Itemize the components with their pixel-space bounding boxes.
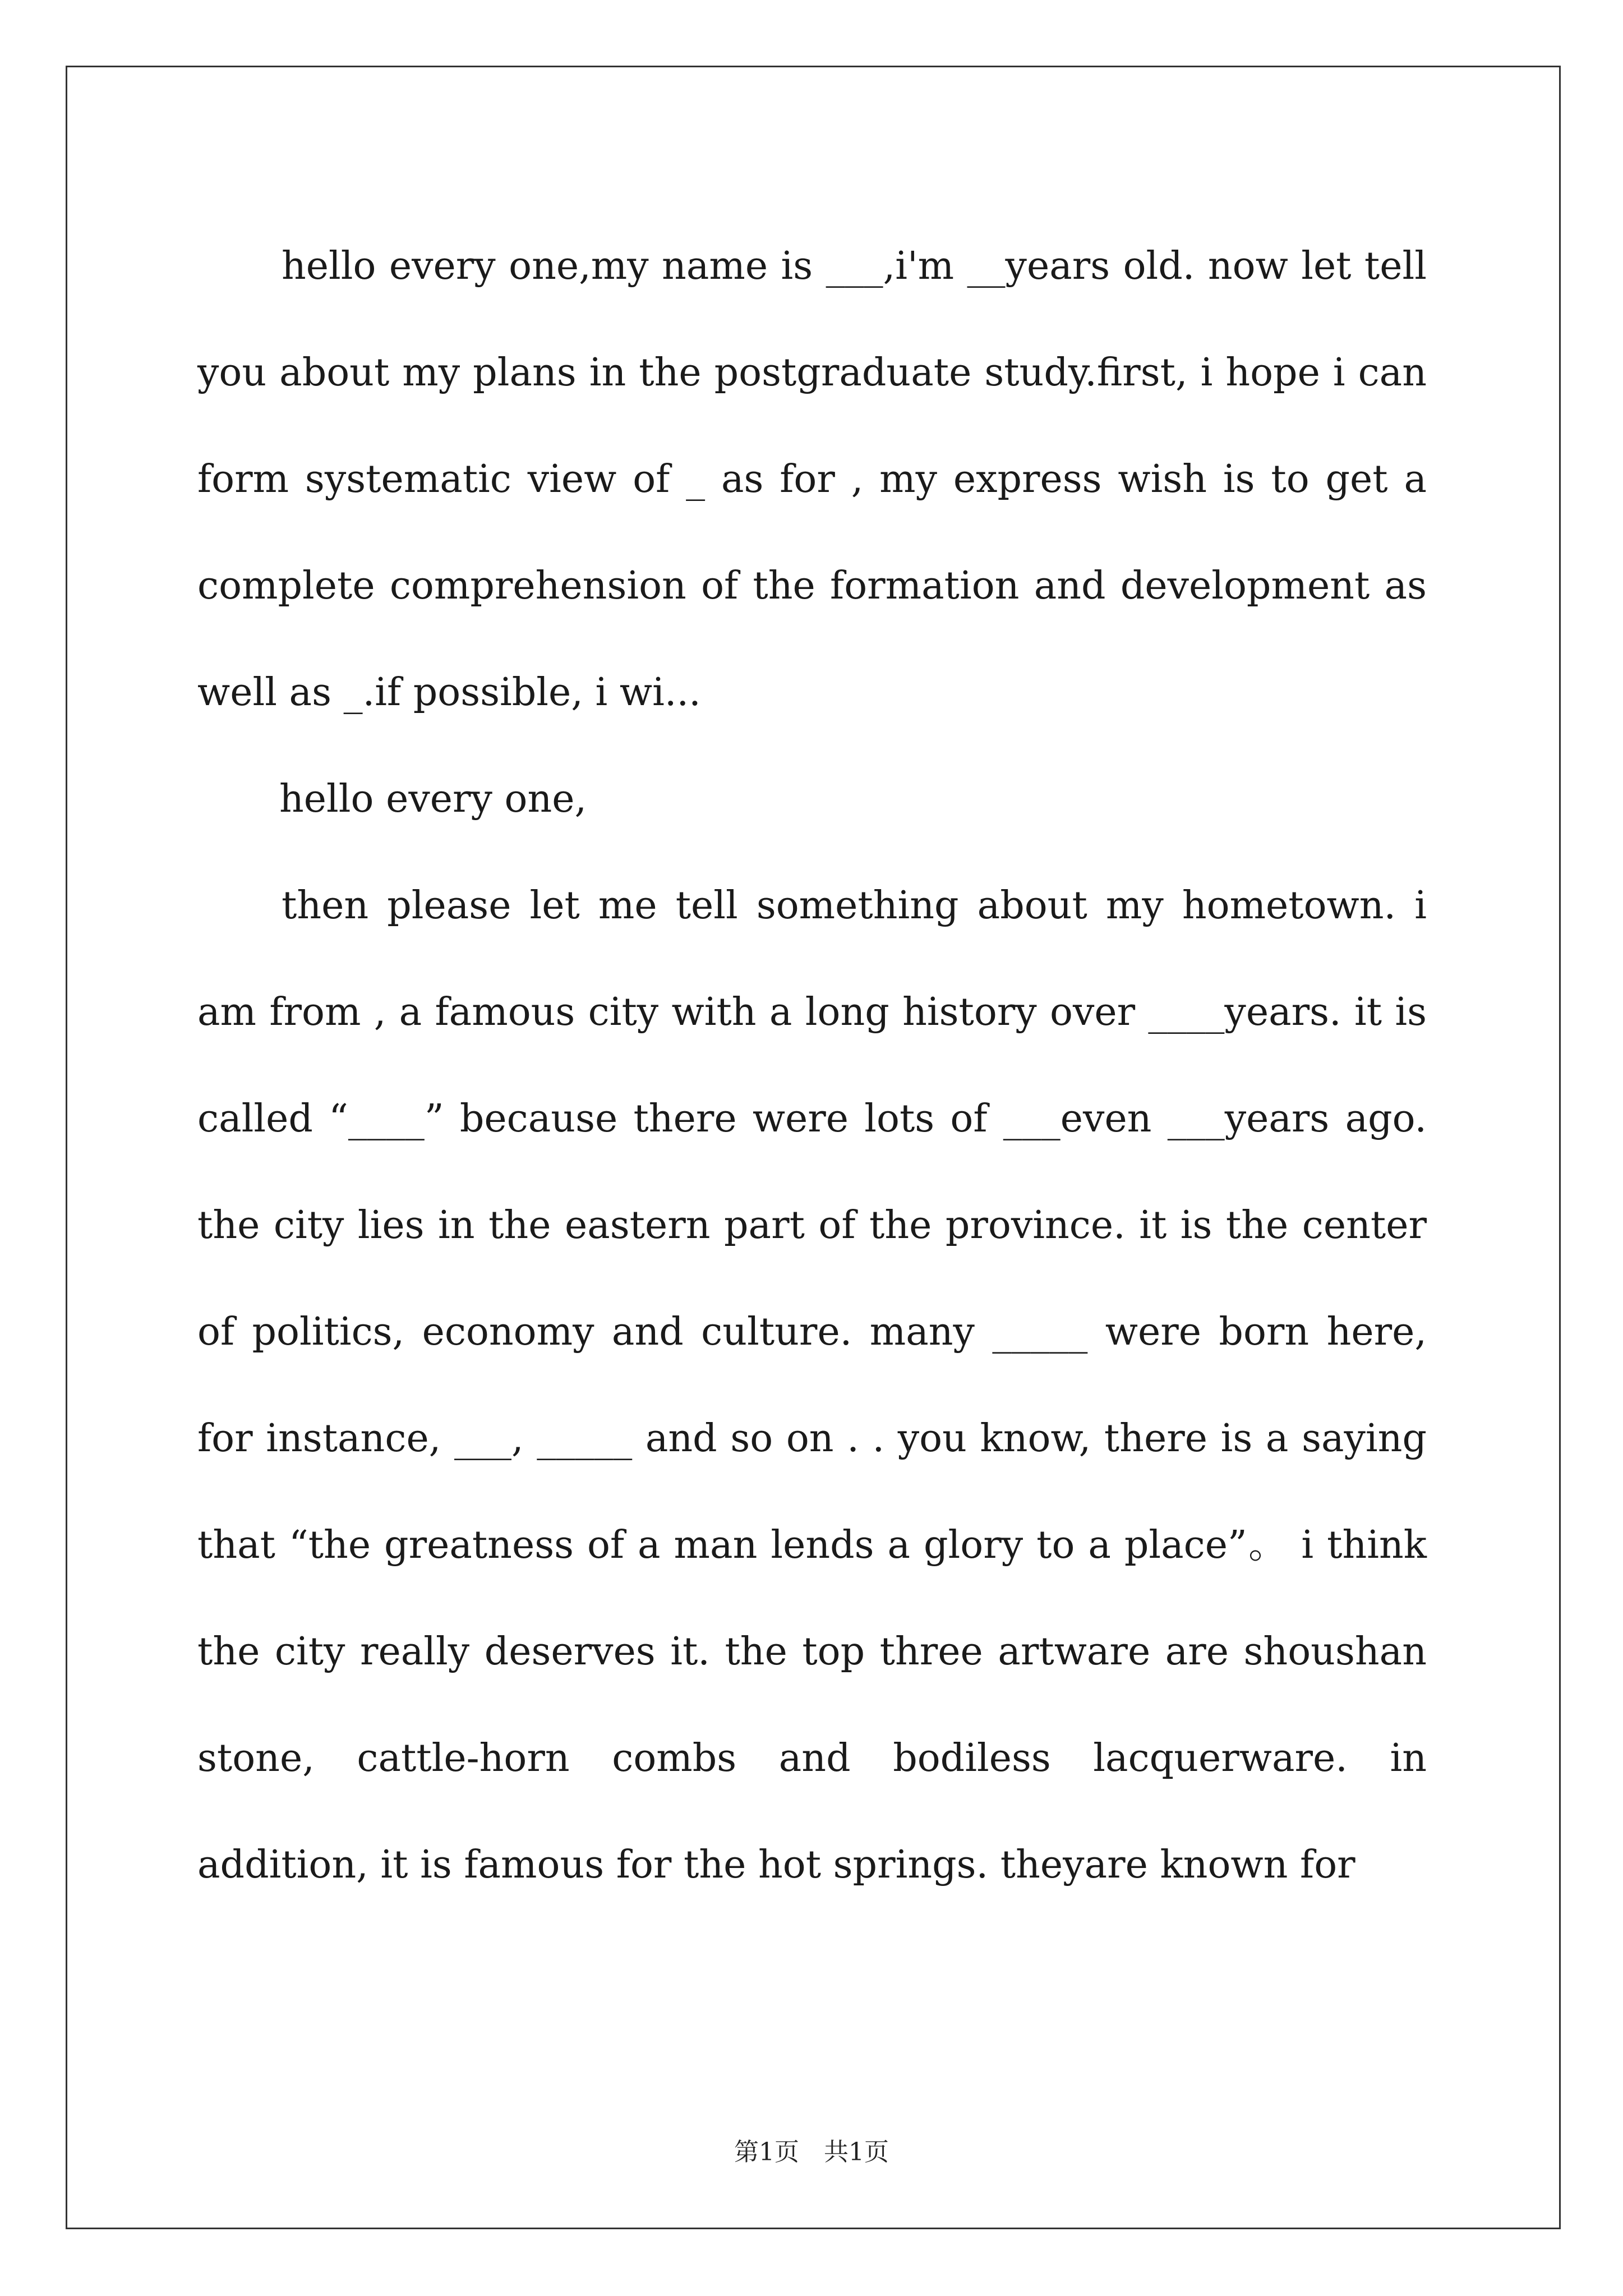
paragraph-hometown: then please let me tell something about my hometown. i am from , a famous city with a long history over ____years. it is called “____” because there were lots of ___even ___years ago. the city lies in the eastern part of the province. it is the center of politics, economy and culture. many _____ were born here, for instance, ___, _____ and so on . . you know, there is a saying that “the greatness of a man lends a glory to a place”。 i think the city really deserves it. the top three artware are shoushan stone, cattle-horn combs and bodiless lacquerware. in addition, it is famous for the hot springs. theyare known for	[197, 884, 1427, 1887]
paragraph-greeting: hello every one,	[279, 777, 587, 821]
document-body	[197, 213, 1427, 1918]
page-number-footer: 第1页 共1页	[734, 2138, 889, 2166]
paragraph-intro: hello every one,my name is ___,i'm __years old. now let tell you about my plans in the postgraduate study.first, i hope i can form systematic view of _ as for , my express wish is to get a complete comprehension of the formation and development as well as _.if possible, i wi...	[197, 244, 1427, 715]
